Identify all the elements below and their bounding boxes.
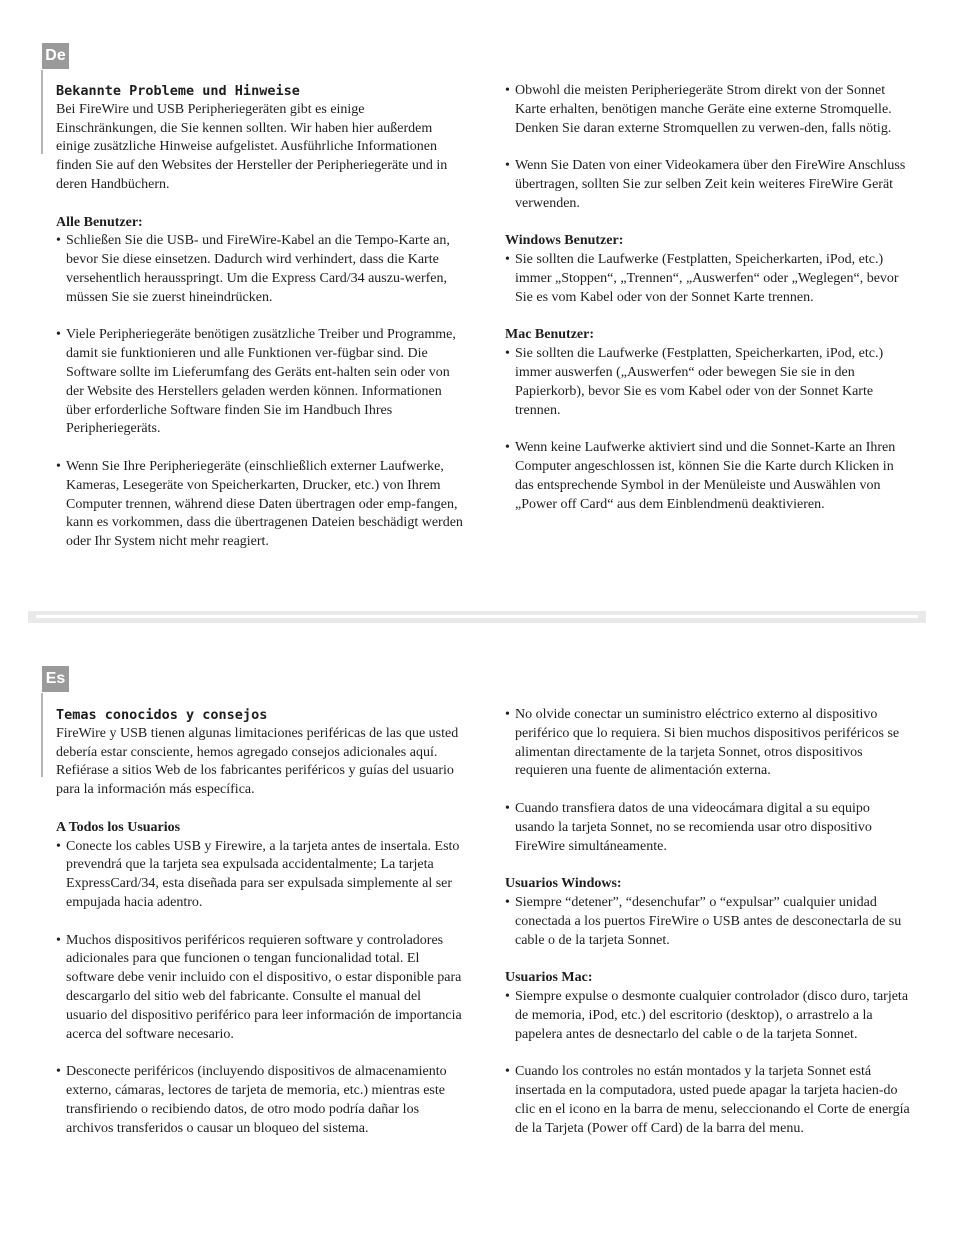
- column-left-es: [56, 706, 464, 1138]
- list-item: • Schließen Sie die USB- und FireWire-Kabel an die Tempo-Karte an, bevor Sie diese einsetzen. Dadurch wird verhindert, dass die Karte versehentlich herausspringt. Um die Express Card/34 auszu-werfen, müssen Sie sie zuerst hineindrücken.: [56, 233, 450, 305]
- section-marker-bar-es: [41, 693, 43, 777]
- intro-paragraph: FireWire y USB tienen algunas limitaciones periféricas de las que usted debería estar consciente, hemos agregado consejos adicionales aquí. Refiérase a sitios Web de los fabricantes periféricos y guías del usuario para la información más específica.: [56, 725, 459, 798]
- list-item: • Muchos dispositivos periféricos requieren software y controladores adicionales para que funcionen o tengan funcionalidad total. El software debe venir incluido con el dispositivo, o estar disponible para descargarlo del sitio web del fabricante. Consulte el manual del usuario del dispositivo periférico para leer información de importancia acerca del software necesario.: [56, 932, 462, 1042]
- section-marker-bar-de: [41, 70, 43, 154]
- list-item: • No olvide conectar un suministro eléctrico externo al dispositivo periférico que lo requiera. Si bien muchos dispositivos periféricos se alimentan directamente de la tarjeta Sonnet, otros dispositivos requieren una fuente de alimentación externa.: [505, 707, 900, 779]
- list-item: • Sie sollten die Laufwerke (Festplatten, Speicherkarten, iPod, etc.) immer auswerfen („Auswerfen“ oder bewegen Sie sie in den Papierkorb), bevor Sie es vom Kabel oder von der Sonnet Karte trennen.: [505, 346, 884, 418]
- language-tab-de: De: [42, 43, 69, 69]
- subheading-mac-users: Usuarios Mac:: [505, 970, 593, 986]
- list-item: • Wenn keine Laufwerke aktiviert sind und die Sonnet-Karte an Ihren Computer angeschlossen ist, können Sie die Karte durch Klicken in das entsprechende Symbol in der Menüleiste und Auswählen von „Power off Card“ aus dem Einblendmenü deaktivieren.: [505, 440, 896, 512]
- list-item: • Cuando los controles no están montados y la tarjeta Sonnet está insertada en la computadora, usted puede apagar la tarjeta hacien-do clic en el icono en la barra de menu, seleccionando el Corte de energía de la Tarjeta (Power off Card) de la barra del menu.: [505, 1064, 910, 1136]
- list-item: • Obwohl die meisten Peripheriegeräte Strom direkt von der Sonnet Karte erhalten, benötigen manche Geräte eine externe Stromquelle. Denken Sie daran externe Stromquellen zu verwen-den, falls nötig.: [505, 83, 892, 136]
- list-item: • Conecte los cables USB y Firewire, a la tarjeta antes de insertala. Esto prevendrá que la tarjeta sea expulsada accidentalmente; La tarjeta ExpressCard/34, esta diseñada para ser expulsada simplemente al ser empujada hacia adentro.: [56, 838, 460, 910]
- list-item: • Wenn Sie Ihre Peripheriegeräte (einschließlich externer Laufwerke, Kameras, Lesegeräte von Speicherkarten, Drucker, etc.) von Ihrem Computer trennen, während diese Daten übertragen oder emp-fangen, kann es vorkommen, dass die übertragenen Dateien beschädigt werden oder Ihr System nicht mehr reagiert.: [56, 458, 463, 550]
- list-item: • Viele Peripheriegeräte benötigen zusätzliche Treiber und Programme, damit sie funktionieren und alle Funktionen ver-fügbar sind. Die Software sollte im Lieferumfang des Geräts ent-halten sein oder von der Website des Herstellers geladen werden können. Informationen über erforderliche Software finden Sie im Handbuch Ihres Peripheriegeräts.: [56, 327, 456, 437]
- subheading-mac-users: Mac Benutzer:: [505, 327, 595, 343]
- subheading-all-users: A Todos los Usuarios: [56, 819, 181, 835]
- list-item: • Wenn Sie Daten von einer Videokamera über den FireWire Anschluss übertragen, sollten Sie zur selben Zeit kein weiteres FireWire Gerät verwenden.: [505, 158, 906, 211]
- list-item: • Sie sollten die Laufwerke (Festplatten, Speicherkarten, iPod, etc.) immer „Stoppen“, „Trennen“, „Auswerfen“ oder „Weglegen“, bevor Sie es vom Kabel oder von der Sonnet Karte trennen.: [505, 252, 899, 305]
- section-divider: [28, 611, 926, 623]
- intro-paragraph: Bei FireWire und USB Peripheriegeräten gibt es einige Einschränkungen, die Sie kennen sollten. Wir haben hier außerdem einige zusätzliche Hinweise aufgelistet. Ausführliche Informationen finden Sie auf den Websites der Hersteller der Peripheriegeräte und in deren Handbüchern.: [56, 101, 448, 192]
- subheading-all-users: Alle Benutzer:: [56, 214, 143, 230]
- list-item: • Siempre “detener”, “desenchufar” o “expulsar” cualquier unidad conectada a los puertos FireWire o USB antes de desconectarla de su cable o de la tarjeta Sonnet.: [505, 894, 902, 948]
- subheading-windows-users: Usuarios Windows:: [505, 876, 622, 892]
- list-item: • Siempre expulse o desmonte cualquier controlador (disco duro, tarjeta de memoria, iPod, etc.) del escritorio (desktop), o arrastrelo a la papelera antes de desnectarlo del cable o de la tarjeta Sonnet.: [505, 988, 909, 1042]
- section-heading: Bekannte Probleme und Hinweise: [56, 83, 300, 99]
- language-tab-es: Es: [42, 666, 69, 692]
- section-heading: Temas conocidos y consejos: [56, 707, 268, 723]
- list-item: • Cuando transfiera datos de una videocámara digital a su equipo usando la tarjeta Sonnet, no se recomienda usar otro dispositivo FireWire simultáneamente.: [505, 800, 872, 854]
- column-left-de: [56, 82, 464, 552]
- list-item: • Desconecte periféricos (incluyendo dispositivos de almacenamiento externo, cámaras, lectores de tarjeta de memoria, etc.) mientras este transfiriendo o recibiendo datos, de otro modo podría dañar los archivos transferidos o causar un bloqueo del sistema.: [56, 1064, 447, 1136]
- column-right-es: [505, 706, 910, 1138]
- column-right-de: [505, 82, 910, 514]
- subheading-windows-users: Windows Benutzer:: [505, 233, 624, 249]
